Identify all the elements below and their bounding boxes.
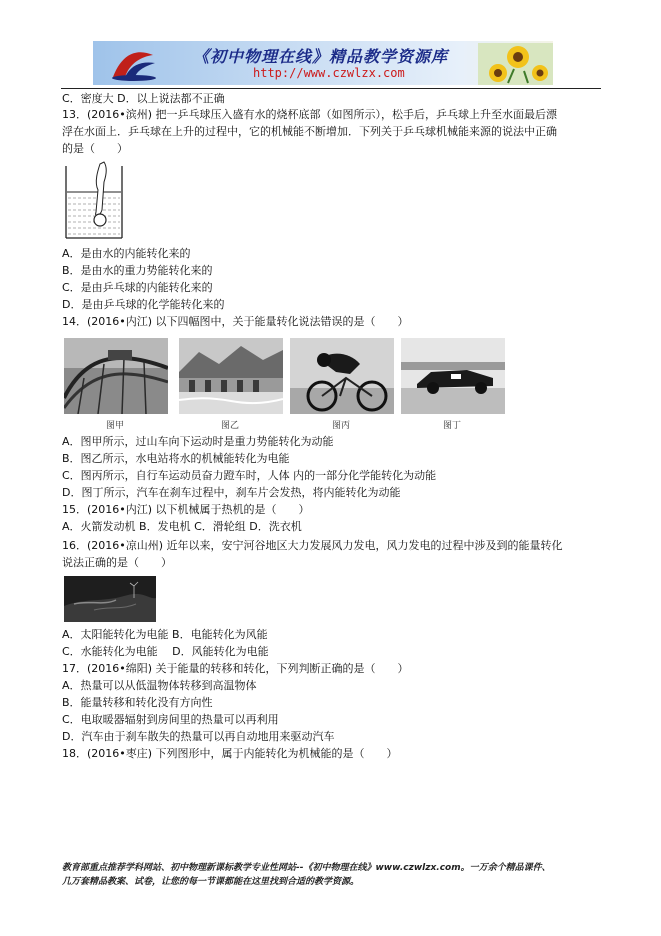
footer-line1: 教育部重点推荐学科网站、初中物理新课标教学专业性网站--《初中物理在线》www.czwlzx.com。一万余个精品课件、 <box>62 863 551 873</box>
q14-option-d: D．图丁所示，汽车在刹车过程中，刹车片会发热，将内能转化为动能 <box>62 486 401 499</box>
caption-figure-bing: 图丙 <box>332 421 351 431</box>
q15-options: A．火箭发动机 B．发电机 C．滑轮组 D．洗衣机 <box>62 520 302 533</box>
q13-option-a: A．是由水的内能转化来的 <box>62 247 191 260</box>
site-logo-icon <box>109 47 159 81</box>
q16-options-row1: A．太阳能转化为电能 B．电能转化为风能 <box>62 628 268 641</box>
q16-stem-line1: 16．(2016•凉山州) 近年以来，安宁河谷地区大力发展风力发电，风力发电的过程中涉及到的能量转化 <box>62 539 563 552</box>
q13-option-c: C．是由乒乓球的内能转化来的 <box>62 281 213 294</box>
banner-url[interactable]: http://www.czwlzx.com <box>253 66 405 80</box>
race-car-photo <box>401 338 505 414</box>
q17-option-d: D．汽车由于刹车散失的热量可以再自动地用来驱动汽车 <box>62 730 335 743</box>
q13-stem-line2: 浮在水面上．乒乓球在上升的过程中，它的机械能不断增加．下列关于乒乓球机械能来源的说法中正确 <box>62 125 557 138</box>
q17-option-b: B．能量转移和转化没有方向性 <box>62 696 213 709</box>
q17-option-c: C．电取暖器辐射到房间里的热量可以再利用 <box>62 713 279 726</box>
header-banner <box>93 41 553 85</box>
q15-stem: 15．(2016•内江) 以下机械属于热机的是（ ） <box>62 503 310 516</box>
caption-figure-yi: 图乙 <box>221 421 240 431</box>
q13-stem-line1: 13．(2016•滨州) 把一乒乓球压入盛有水的烧杯底部（如图所示），松手后，乒乓球上升至水面最后漂 <box>62 108 558 121</box>
header-divider <box>61 88 601 89</box>
banner-title: 《初中物理在线》精品教学资源库 <box>193 47 449 66</box>
beaker-pingpong-figure <box>64 160 126 242</box>
wind-farm-photo <box>64 576 156 622</box>
q14-option-b: B．图乙所示，水电站将水的机械能转化为电能 <box>62 452 290 465</box>
q16-options-row2: C．水能转化为电能 D．风能转化为电能 <box>62 645 269 658</box>
caption-figure-ding: 图丁 <box>443 421 462 431</box>
q12-options: C．密度大 D．以上说法都不正确 <box>62 92 225 105</box>
sunflower-icon <box>478 43 553 85</box>
q14-stem: 14．(2016•内江) 以下四幅图中，关于能量转化说法错误的是（ ） <box>62 315 409 328</box>
q17-stem: 17．(2016•绵阳) 关于能量的转移和转化，下列判断正确的是（ ） <box>62 662 409 675</box>
q14-option-a: A．图甲所示，过山车向下运动时是重力势能转化为动能 <box>62 435 334 448</box>
q13-stem-line3: 的是（ ） <box>62 142 128 155</box>
q13-option-d: D．是由乒乓球的化学能转化来的 <box>62 298 225 311</box>
footer-line2: 几万套精品教案、试卷，让您的每一节课都能在这里找到合适的教学资源。 <box>62 877 360 887</box>
cyclist-photo <box>290 338 394 414</box>
q13-option-b: B．是由水的重力势能转化来的 <box>62 264 213 277</box>
caption-figure-jia: 图甲 <box>106 421 125 431</box>
q14-option-c: C．图丙所示，自行车运动员奋力蹬车时，人体 内的一部分化学能转化为动能 <box>62 469 437 482</box>
hydropower-dam-photo <box>179 338 283 414</box>
q17-option-a: A．热量可以从低温物体转移到高温物体 <box>62 679 257 692</box>
q16-stem-line2: 说法正确的是（ ） <box>62 556 172 569</box>
roller-coaster-photo <box>64 338 168 414</box>
q18-stem: 18．(2016•枣庄) 下列图形中，属于内能转化为机械能的是（ ） <box>62 747 398 760</box>
